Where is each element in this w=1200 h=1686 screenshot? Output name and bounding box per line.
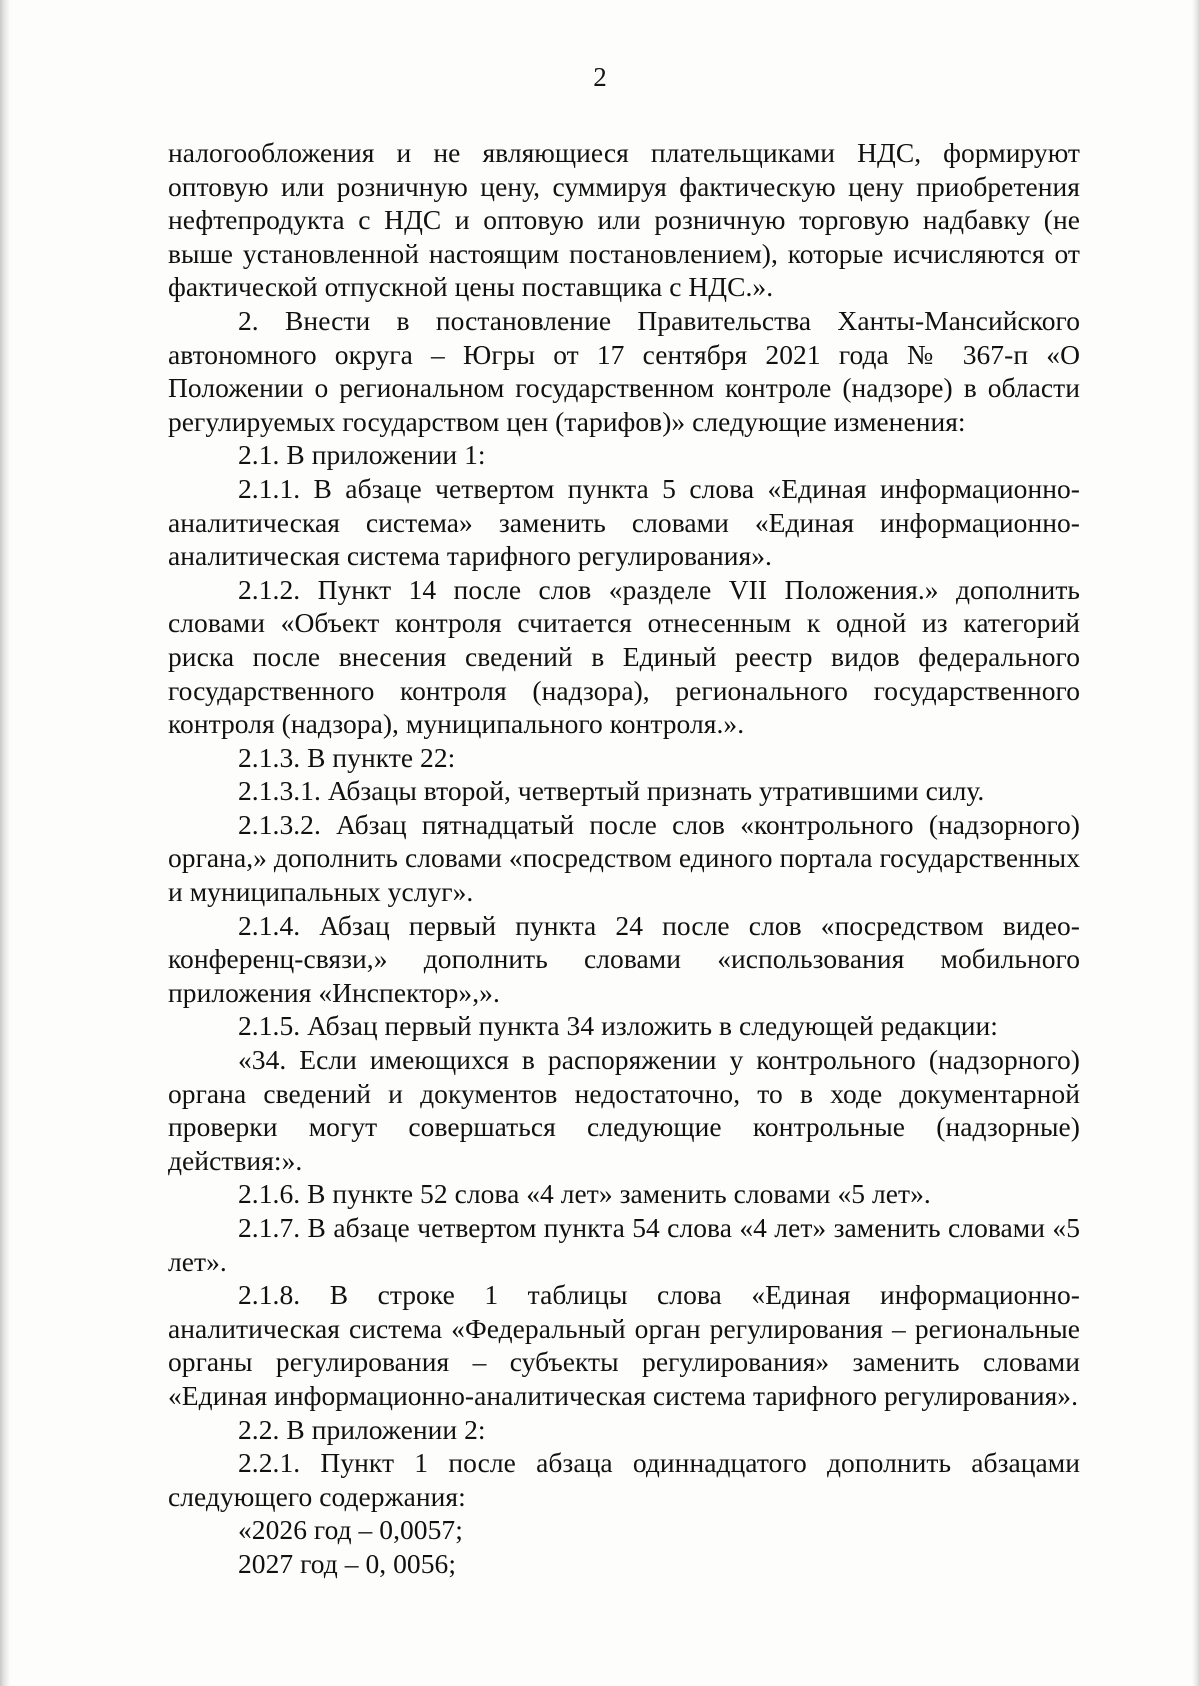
document-body — [168, 136, 1080, 1581]
paragraph-item-2-1-5: 2.1.5. Абзац первый пункта 34 изложить в следующей редакции: — [238, 1010, 998, 1042]
paragraph-item-2-2: 2.2. В приложении 2: — [238, 1413, 486, 1445]
paragraph-item-2-1-2: 2.1.2. Пункт 14 после слов «разделе VII Положения.» дополнить словами «Объект контроля считается отнесенным к одной из категорий риска после внесения сведений в Единый реестр видов федерального государственного контроля (надзора), регионального государственного контроля (надзора), муниципального контроля.». — [168, 573, 1080, 740]
paragraph-item-2-1-3-1: 2.1.3.1. Абзацы второй, четвертый признать утратившими силу. — [238, 775, 985, 807]
scan-edge-right — [1192, 0, 1200, 1686]
paragraph-item-2-1: 2.1. В приложении 1: — [238, 439, 486, 471]
paragraph-item-2-1-4: 2.1.4. Абзац первый пункта 24 после слов «посредством видео-конференц-связи,» дополнить словами «использования мобильного приложения «Инспектор»,». — [168, 909, 1080, 1008]
paragraph-item-34-quote: «34. Если имеющихся в распоряжении у контрольного (надзорного) органа сведений и документов недостаточно, то в ходе документарной проверки могут совершаться следующие контрольные (надзорные) действия:». — [168, 1044, 1080, 1176]
paragraph-item-2-1-7: 2.1.7. В абзаце четвертом пункта 54 слова «4 лет» заменить словами «5 лет». — [168, 1212, 1080, 1277]
paragraph-item-2-2-1: 2.2.1. Пункт 1 после абзаца одиннадцатого дополнить абзацами следующего содержания: — [168, 1447, 1080, 1512]
page-number: 2 — [593, 62, 607, 92]
paragraph-item-2-1-1: 2.1.1. В абзаце четвертом пункта 5 слова «Единая информационно-аналитическая система» заменить словами «Единая информационно-аналитическая система тарифного регулирования». — [168, 472, 1080, 572]
scan-edge-left — [0, 0, 10, 1686]
paragraph-year-2026: «2026 год – 0,0057; — [238, 1514, 463, 1546]
paragraph-item-2-1-3-2: 2.1.3.2. Абзац пятнадцатый после слов «контрольного (надзорного) органа,» дополнить словами «посредством единого портала государственных и муниципальных услуг». — [168, 808, 1080, 908]
paragraph-continuation: налогообложения и не являющиеся плательщиками НДС, формируют оптовую или розничную цену, суммируя фактическую цену приобретения нефтепродукта с НДС и оптовую или розничную торговую надбавку (не выше установленной настоящим постановлением), которые исчисляются от фактической отпускной цены поставщика с НДС.». — [168, 137, 1080, 303]
paragraph-item-2-1-3: 2.1.3. В пункте 22: — [238, 741, 456, 773]
paragraph-item-2: 2. Внести в постановление Правительства Ханты-Мансийского автономного округа – Югры от 17 сентября 2021 года № 367-п «О Положении о региональном государственном контроле (надзоре) в области регулируемых государством цен (тарифов)» следующие изменения: — [168, 304, 1080, 437]
paragraph-item-2-1-6: 2.1.6. В пункте 52 слова «4 лет» заменить словами «5 лет». — [238, 1178, 931, 1210]
paragraph-year-2027: 2027 год – 0, 0056; — [238, 1547, 457, 1579]
paragraph-item-2-1-8: 2.1.8. В строке 1 таблицы слова «Единая информационно-аналитическая система «Федеральный орган регулирования – региональные органы регулирования – субъекты регулирования» заменить словами «Единая информационно-аналитическая система тарифного регулирования». — [168, 1279, 1080, 1411]
